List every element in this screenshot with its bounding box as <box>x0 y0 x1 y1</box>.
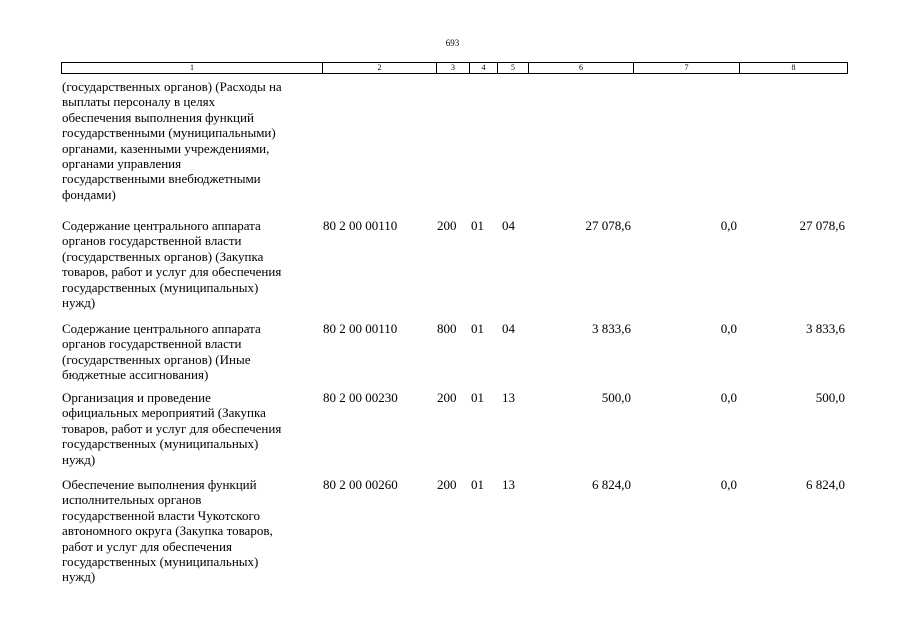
description-line: государственных (муниципальных) <box>62 436 259 452</box>
column-header-3: 3 <box>436 63 469 73</box>
target-code: 80 2 00 00260 <box>323 477 398 492</box>
column-header-2: 2 <box>322 63 436 73</box>
description-line: нужд) <box>62 451 96 467</box>
row-description <box>62 390 324 467</box>
description-line: государственных (муниципальных) <box>62 279 259 295</box>
column-header-7: 7 <box>633 63 739 73</box>
description-line: автономного округа (Закупка товаров, <box>62 523 273 539</box>
description-line: товаров, работ и услуг для обеспечения <box>62 264 282 280</box>
description-line: Содержание центрального аппарата <box>62 321 261 336</box>
description-line: исполнительных органов <box>62 492 202 508</box>
description-line: Содержание центрального аппарата <box>62 218 261 233</box>
description-line: государственными внебюджетными <box>62 171 261 187</box>
column-header-1: 1 <box>190 63 194 72</box>
row-description <box>62 79 324 202</box>
subsection: 13 <box>502 390 515 405</box>
section: 01 <box>471 321 484 336</box>
section: 01 <box>471 218 484 233</box>
target-code: 80 2 00 00230 <box>323 390 398 405</box>
description-line: товаров, работ и услуг для обеспечения <box>62 420 282 436</box>
description-line: нужд) <box>62 569 96 585</box>
description-line: фондами) <box>62 186 116 202</box>
amount-col6: 3 833,6 <box>592 321 631 336</box>
description-line: обеспечения выполнения функций <box>62 109 254 125</box>
amount-col8: 27 078,6 <box>799 218 845 233</box>
expense-type: 800 <box>437 321 457 336</box>
subsection: 04 <box>502 321 515 336</box>
column-header-5: 5 <box>497 63 528 73</box>
target-code: 80 2 00 00110 <box>323 321 398 336</box>
description-line: (государственных органов) (Закупка <box>62 248 264 264</box>
description-line: органами, казенными учреждениями, <box>62 140 270 156</box>
expense-type: 200 <box>437 390 457 405</box>
page-number: 693 <box>445 38 460 48</box>
amount-col6: 6 824,0 <box>592 477 631 492</box>
description-line: официальных мероприятий (Закупка <box>62 405 266 421</box>
amount-col7: 0,0 <box>720 477 737 492</box>
target-code: 80 2 00 00110 <box>323 218 398 233</box>
amount-col8: 3 833,6 <box>806 321 845 336</box>
description-line: государственных (муниципальных) <box>62 554 259 570</box>
description-line: выплаты персоналу в целях <box>62 94 216 110</box>
column-header-4: 4 <box>469 63 497 73</box>
description-line: (государственных органов) (Расходы на <box>62 79 282 94</box>
subsection: 13 <box>502 477 515 492</box>
amount-col6: 500,0 <box>601 390 631 405</box>
expense-type: 200 <box>437 218 457 233</box>
amount-col7: 0,0 <box>720 390 737 405</box>
description-line: нужд) <box>62 295 96 311</box>
subsection: 04 <box>502 218 515 233</box>
description-line: органами управления <box>62 156 182 172</box>
column-header-6: 6 <box>528 63 633 73</box>
description-line: органов государственной власти <box>62 233 242 249</box>
description-line: работ и услуг для обеспечения <box>62 538 232 554</box>
description-line: государственной власти Чукотского <box>62 507 260 523</box>
description-line: (государственных органов) (Иные <box>62 351 251 367</box>
description-line: органов государственной власти <box>62 336 242 352</box>
amount-col7: 0,0 <box>720 218 737 233</box>
column-header-row <box>61 62 848 74</box>
section: 01 <box>471 390 484 405</box>
description-line: бюджетные ассигнования) <box>62 367 209 383</box>
row-description <box>62 477 324 585</box>
row-description <box>62 321 324 383</box>
description-line: Организация и проведение <box>62 390 211 405</box>
description-line: государственными (муниципальными) <box>62 125 276 141</box>
section: 01 <box>471 477 484 492</box>
amount-col6: 27 078,6 <box>585 218 631 233</box>
amount-col7: 0,0 <box>720 321 737 336</box>
expense-type: 200 <box>437 477 457 492</box>
row-description <box>62 218 324 310</box>
amount-col8: 6 824,0 <box>806 477 845 492</box>
column-header-8: 8 <box>739 63 847 73</box>
description-line: Обеспечение выполнения функций <box>62 477 257 492</box>
amount-col8: 500,0 <box>815 390 845 405</box>
